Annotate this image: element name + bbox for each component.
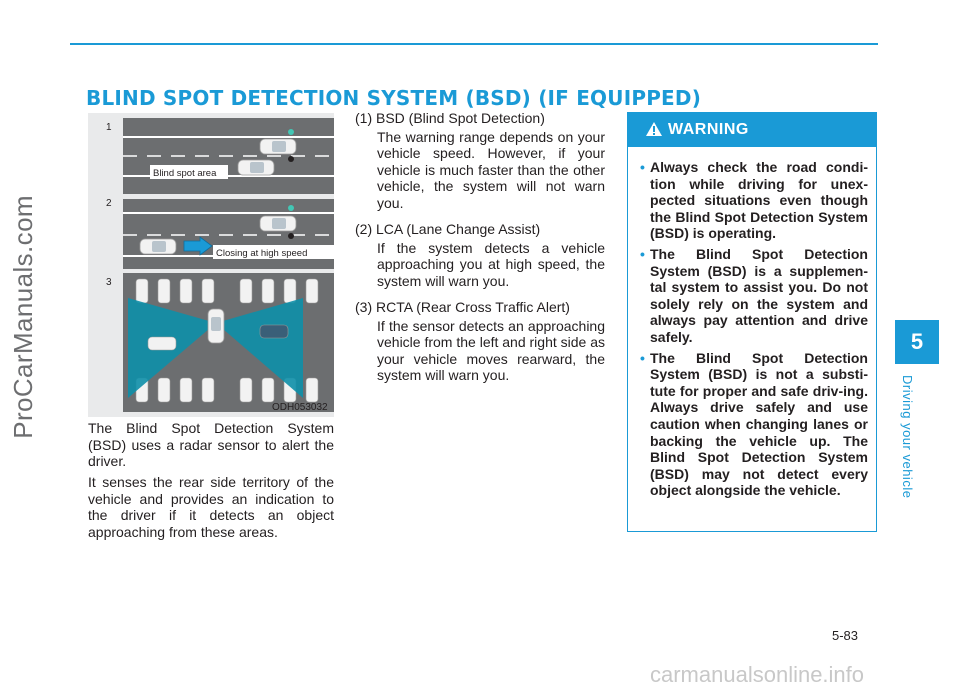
- list-item: [355, 299, 605, 384]
- bsd-illustration-svg: [88, 113, 334, 417]
- figure-number-3: 3: [106, 277, 112, 288]
- warning-item: [640, 350, 868, 499]
- list-item-heading: (1) BSD (Blind Spot Detection): [355, 110, 545, 126]
- figure-number-2: 2: [106, 198, 112, 209]
- car-icon: [238, 160, 274, 175]
- chapter-label: Driving your vehicle: [900, 375, 915, 499]
- warning-box: [627, 112, 877, 532]
- callout-closing: Closing at high speed: [216, 248, 308, 259]
- bsd-illustration: [88, 113, 334, 417]
- list-item: [355, 221, 605, 289]
- warning-header: [628, 113, 876, 147]
- figure-code: ODH053032: [272, 402, 328, 413]
- bullet-icon: •: [640, 159, 645, 175]
- warning-item: [640, 246, 868, 346]
- section-title: BLIND SPOT DETECTION SYSTEM (BSD) (IF EQUIPPED): [86, 86, 702, 110]
- warning-item: [640, 159, 868, 242]
- page-number: 5-83: [832, 628, 859, 643]
- side-watermark: ProCarManuals.com: [8, 195, 38, 439]
- top-rule: [70, 43, 878, 45]
- warning-item-text: The Blind Spot Detection System (BSD) is a supplemen-tal system to assist you. Do not solely rely on the system and always pay attention and drive safely.: [650, 245, 868, 345]
- list-item: [355, 110, 605, 211]
- lane-line: [123, 212, 334, 214]
- list-item-body: If the system detects a vehicle approaching you at high speed, the system will warn you.: [377, 239, 605, 289]
- feature-list: [355, 110, 605, 394]
- figure-number-1: 1: [106, 122, 112, 133]
- sensor-dot-icon: [288, 129, 294, 135]
- warning-list: [640, 159, 868, 503]
- warning-item-text: The Blind Spot Detection System (BSD) is not a substi-tute for proper and safe driv-ing. Always drive safely and use caution when changing lanes or backing the vehicle up. The Blind Spot Detection System (BSD) may not detect every object alongside the vehicle.: [650, 349, 868, 499]
- warning-title: WARNING: [668, 121, 749, 138]
- sensor-dot-icon: [288, 233, 294, 239]
- intro-paragraph-2: It senses the rear side territory of the vehicle and provides an indication to the driver if it detects an object approaching from these areas.: [88, 474, 334, 540]
- callout-blind-spot: Blind spot area: [153, 168, 217, 179]
- sensor-dot-icon: [288, 205, 294, 211]
- sensor-dot-icon: [288, 156, 294, 162]
- list-item-body: If the sensor detects an approaching vehicle from the left and right side as your vehicle moves rearward, the system will warn you.: [377, 317, 606, 383]
- warning-triangle-icon: [645, 121, 663, 137]
- chapter-tab: 5: [895, 320, 939, 364]
- intro-paragraph-1: The Blind Spot Detection System (BSD) uses a radar sensor to alert the driver.: [88, 420, 334, 469]
- car-icon: [260, 216, 296, 231]
- bullet-icon: •: [640, 245, 645, 262]
- list-item-body: The warning range depends on your vehicle speed. However, if your vehicle is much faster than the other vehicle, the system will not warn you.: [377, 128, 605, 211]
- warning-item-text: Always check the road condi-tion while driving for unex-pected situations even though the Blind Spot Detection System (BSD) is operating.: [650, 159, 868, 242]
- car-icon: [140, 239, 176, 254]
- car-icon: [208, 309, 224, 343]
- car-icon: [260, 325, 288, 338]
- bottom-watermark: carmanualsonline.info: [650, 662, 865, 687]
- list-item-heading: (2) LCA (Lane Change Assist): [355, 221, 541, 237]
- car-icon: [260, 139, 296, 154]
- bullet-icon: •: [640, 349, 645, 366]
- lane-line: [123, 136, 334, 138]
- list-item-heading: (3) RCTA (Rear Cross Traffic Alert): [355, 299, 570, 315]
- car-icon: [148, 337, 176, 350]
